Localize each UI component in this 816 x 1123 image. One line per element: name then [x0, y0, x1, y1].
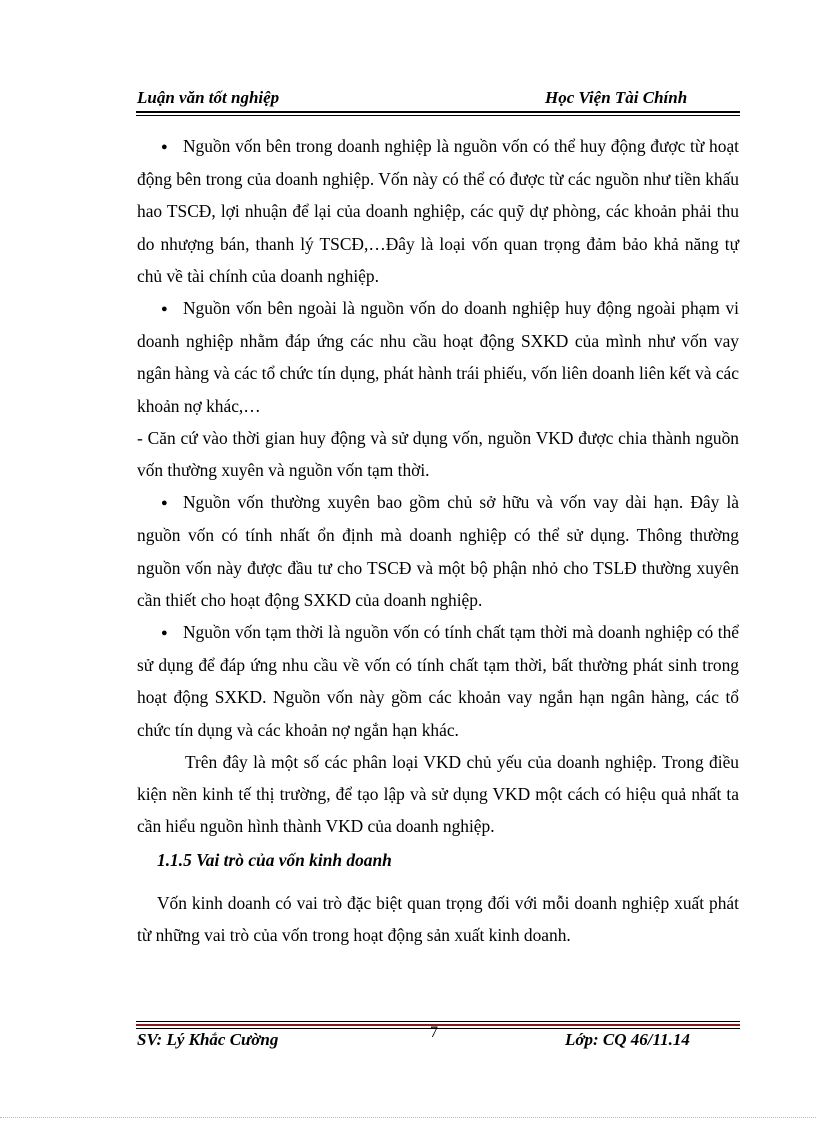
paragraph-text: Nguồn vốn thường xuyên bao gồm chủ sở hữu và vốn vay dài hạn. Đây là nguồn vốn có tính nhất ổn định mà doanh nghiệp có thể sử dụng. Thông thường nguồn vốn này được đầu tư cho TSCĐ và một bộ phận nhỏ cho TSLĐ thường xuyên cần thiết cho hoạt động SXKD của doanh nghiệp. [137, 492, 739, 610]
paragraph-summary: Trên đây là một số các phân loại VKD chủ yếu của doanh nghiệp. Trong điều kiện nền kinh tế thị trường, để tạo lập và sử dụng VKD một cách có hiệu quả nhất ta cần hiểu nguồn hình thành VKD của doanh nghiệp. [137, 751, 739, 837]
header-rule-thin [136, 115, 740, 116]
bullet-icon: ● [161, 141, 168, 153]
paragraph-internal-capital [137, 130, 739, 292]
section-heading: 1.1.5 Vai trò của vốn kinh doanh [157, 850, 392, 871]
footer-rule-bottom [136, 1028, 740, 1029]
footer-student: SV: Lý Khắc Cường [137, 1030, 279, 1049]
header-left: Luận văn tốt nghiệp [137, 88, 280, 107]
paragraph-text: Nguồn vốn bên ngoài là nguồn vốn do doanh nghiệp huy động ngoài phạm vi doanh nghiệp nhằm đáp ứng các nhu cầu hoạt động SXKD của mình như vốn vay ngân hàng và các tổ chức tín dụng, phát hành trái phiếu, vốn liên doanh liên kết và các khoản nợ khác,… [137, 298, 739, 416]
paragraph-external-capital [137, 292, 739, 422]
page-body [137, 130, 739, 951]
bullet-icon: ● [161, 627, 168, 640]
paragraph-classification: - Căn cứ vào thời gian huy động và sử dụng vốn, nguồn VKD được chia thành nguồn vốn thường xuyên và nguồn vốn tạm thời. [137, 427, 739, 481]
footer-class: Lớp: CQ 46/11.14 [565, 1030, 690, 1049]
bullet-icon: ● [161, 303, 168, 316]
paragraph-role: Vốn kinh doanh có vai trò đặc biệt quan trọng đối với mỗi doanh nghiệp xuất phát từ những vai trò của vốn trong hoạt động sản xuất kinh doanh. [137, 892, 739, 945]
paragraph-temporary-capital [137, 616, 739, 746]
footer-rule-top [136, 1021, 740, 1022]
paragraph-text: Nguồn vốn tạm thời là nguồn vốn có tính chất tạm thời mà doanh nghiệp có thể sử dụng để đáp ứng nhu cầu về vốn có tính chất tạm thời, bất thường phát sinh trong hoạt động SXKD. Nguồn vốn này gồm các khoản vay ngắn hạn ngân hàng, các tổ chức tín dụng và các khoản nợ ngắn hạn khác. [137, 622, 739, 740]
bullet-icon: ● [161, 497, 168, 510]
page-edge-dots [0, 1117, 816, 1118]
paragraph-text: Nguồn vốn bên trong doanh nghiệp là nguồn vốn có thể huy động được từ hoạt động bên trong của doanh nghiệp. Vốn này có thể có được từ các nguồn như tiền khấu hao TSCĐ, lợi nhuận để lại của doanh nghiệp, các quỹ dự phòng, các khoản phải thu do nhượng bán, thanh lý TSCĐ,…Đây là loại vốn quan trọng đảm bảo khả năng tự chủ về tài chính của doanh nghiệp. [137, 136, 739, 286]
page-number: 7 [430, 1024, 438, 1041]
header-right: Học Viện Tài Chính [545, 88, 688, 107]
footer-rule-red [136, 1024, 740, 1026]
paragraph-permanent-capital [137, 486, 739, 616]
header-rule [136, 111, 740, 113]
